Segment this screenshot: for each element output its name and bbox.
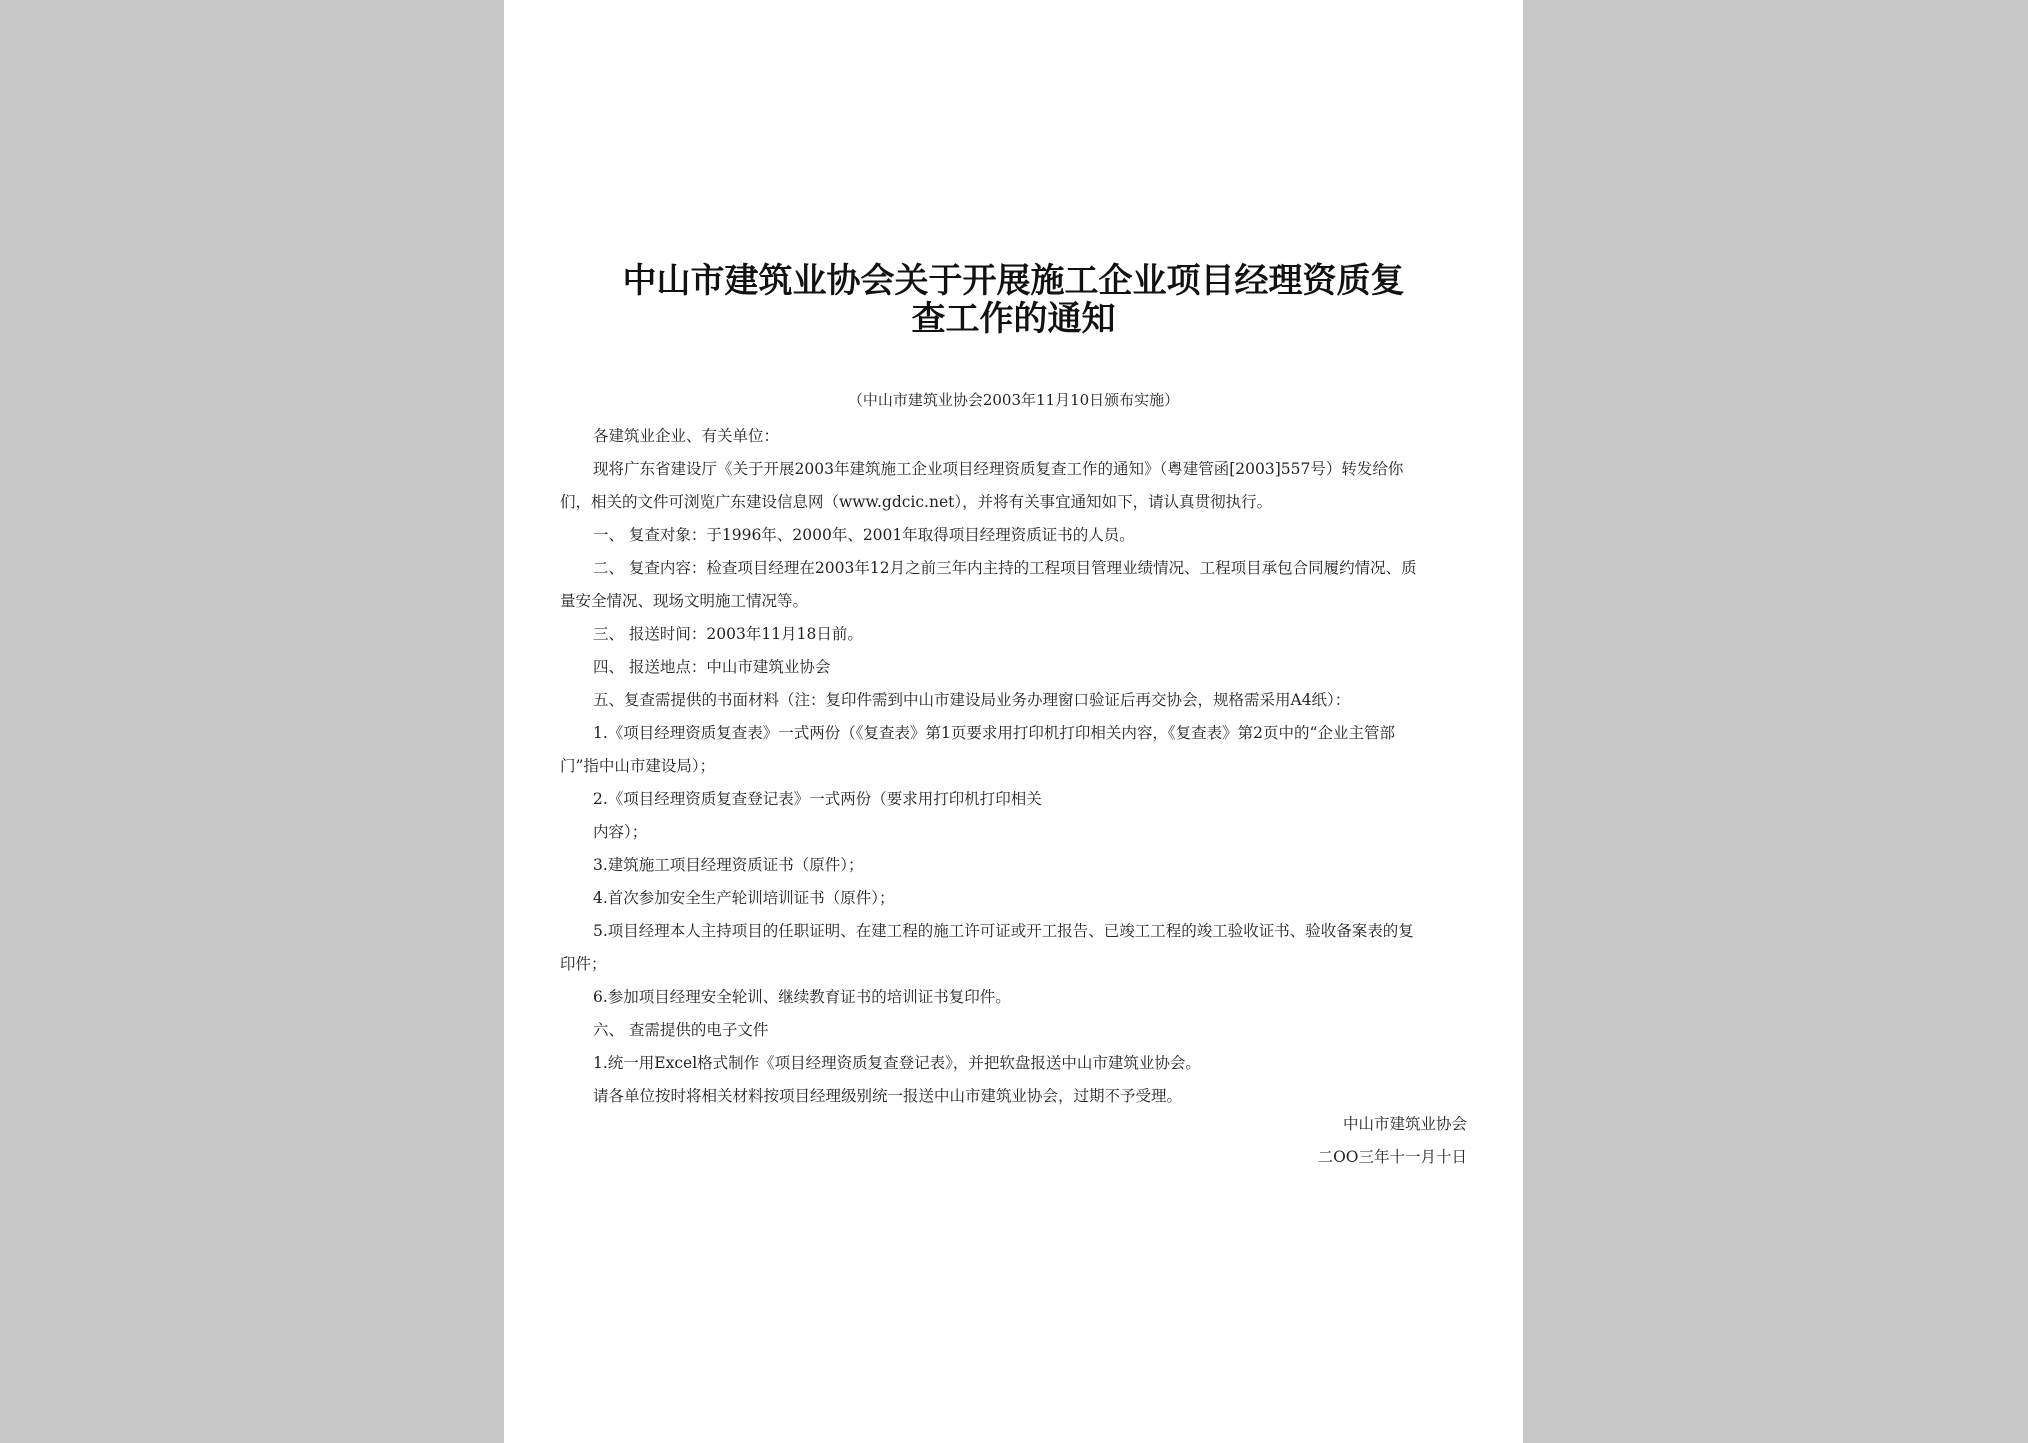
sub-item-3: 3.建筑施工项目经理资质证书（原件）； bbox=[593, 856, 864, 874]
sub-item-1-line-1: 1.《项目经理资质复查表》一式两份（《复查表》第1页要求用打印机打印相关内容，《复查表》第2页中的“企业主管部 bbox=[593, 724, 1395, 742]
sub-item-5-line-2: 印件； bbox=[560, 955, 607, 973]
issue-note: （中山市建筑业协会2003年11月10日颁布实施） bbox=[847, 391, 1180, 409]
signature-organization: 中山市建筑业协会 bbox=[1342, 1115, 1467, 1133]
title-line-1: 中山市建筑业协会关于开展施工企业项目经理资质复 bbox=[622, 261, 1405, 301]
salutation: 各建筑业企业、有关单位： bbox=[593, 427, 780, 445]
electronic-item-1: 1.统一用Excel格式制作《项目经理资质复查登记表》，并把软盘报送中山市建筑业协会。 bbox=[593, 1054, 1201, 1072]
item-2-line-1: 二、 复查内容：检查项目经理在2003年12月之前三年内主持的工程项目管理业绩情况、工程项目承包合同履约情况、质 bbox=[593, 559, 1417, 577]
item-3: 三、 报送时间：2003年11月18日前。 bbox=[593, 625, 863, 643]
sub-item-6: 6.参加项目经理安全轮训、继续教育证书的培训证书复印件。 bbox=[593, 988, 1011, 1006]
sub-item-4: 4.首次参加安全生产轮训培训证书（原件）； bbox=[593, 889, 895, 907]
sub-item-2-line-1: 2.《项目经理资质复查登记表》一式两份（要求用打印机打印相关 bbox=[593, 790, 1042, 808]
item-1: 一、 复查对象：于1996年、2000年、2001年取得项目经理资质证书的人员。 bbox=[593, 526, 1135, 544]
sub-item-5-line-1: 5.项目经理本人主持项目的任职证明、在建工程的施工许可证或开工报告、已竣工工程的竣工验收证书、验收备案表的复 bbox=[593, 922, 1414, 940]
sub-item-2-line-2: 内容）； bbox=[593, 823, 648, 841]
item-5: 五、复查需提供的书面材料（注：复印件需到中山市建设局业务办理窗口验证后再交协会，规格需采用A4纸）： bbox=[593, 691, 1351, 709]
signature-date: 二OO三年十一月十日 bbox=[1317, 1148, 1467, 1166]
document-body bbox=[560, 420, 1470, 1113]
item-6: 六、 查需提供的电子文件 bbox=[593, 1021, 769, 1039]
closing-remark: 请各单位按时将相关材料按项目经理级别统一报送中山市建筑业协会，过期不予受理。 bbox=[593, 1087, 1183, 1105]
title-line-2: 查工作的通知 bbox=[911, 299, 1116, 339]
item-4: 四、 报送地点：中山市建筑业协会 bbox=[593, 658, 831, 676]
sub-item-1-line-2: 门”指中山市建设局）； bbox=[560, 757, 716, 775]
intro-line-1: 现将广东省建设厅《关于开展2003年建筑施工企业项目经理资质复查工作的通知》（粤建管函[2003]557号）转发给你 bbox=[593, 460, 1404, 478]
item-2-line-2: 量安全情况、现场文明施工情况等。 bbox=[560, 592, 809, 610]
document-title bbox=[504, 262, 1523, 338]
document-page bbox=[504, 0, 1523, 1443]
intro-line-2: 们，相关的文件可浏览广东建设信息网（www.gdcic.net），并将有关事宜通知如下，请认真贯彻执行。 bbox=[560, 493, 1273, 511]
